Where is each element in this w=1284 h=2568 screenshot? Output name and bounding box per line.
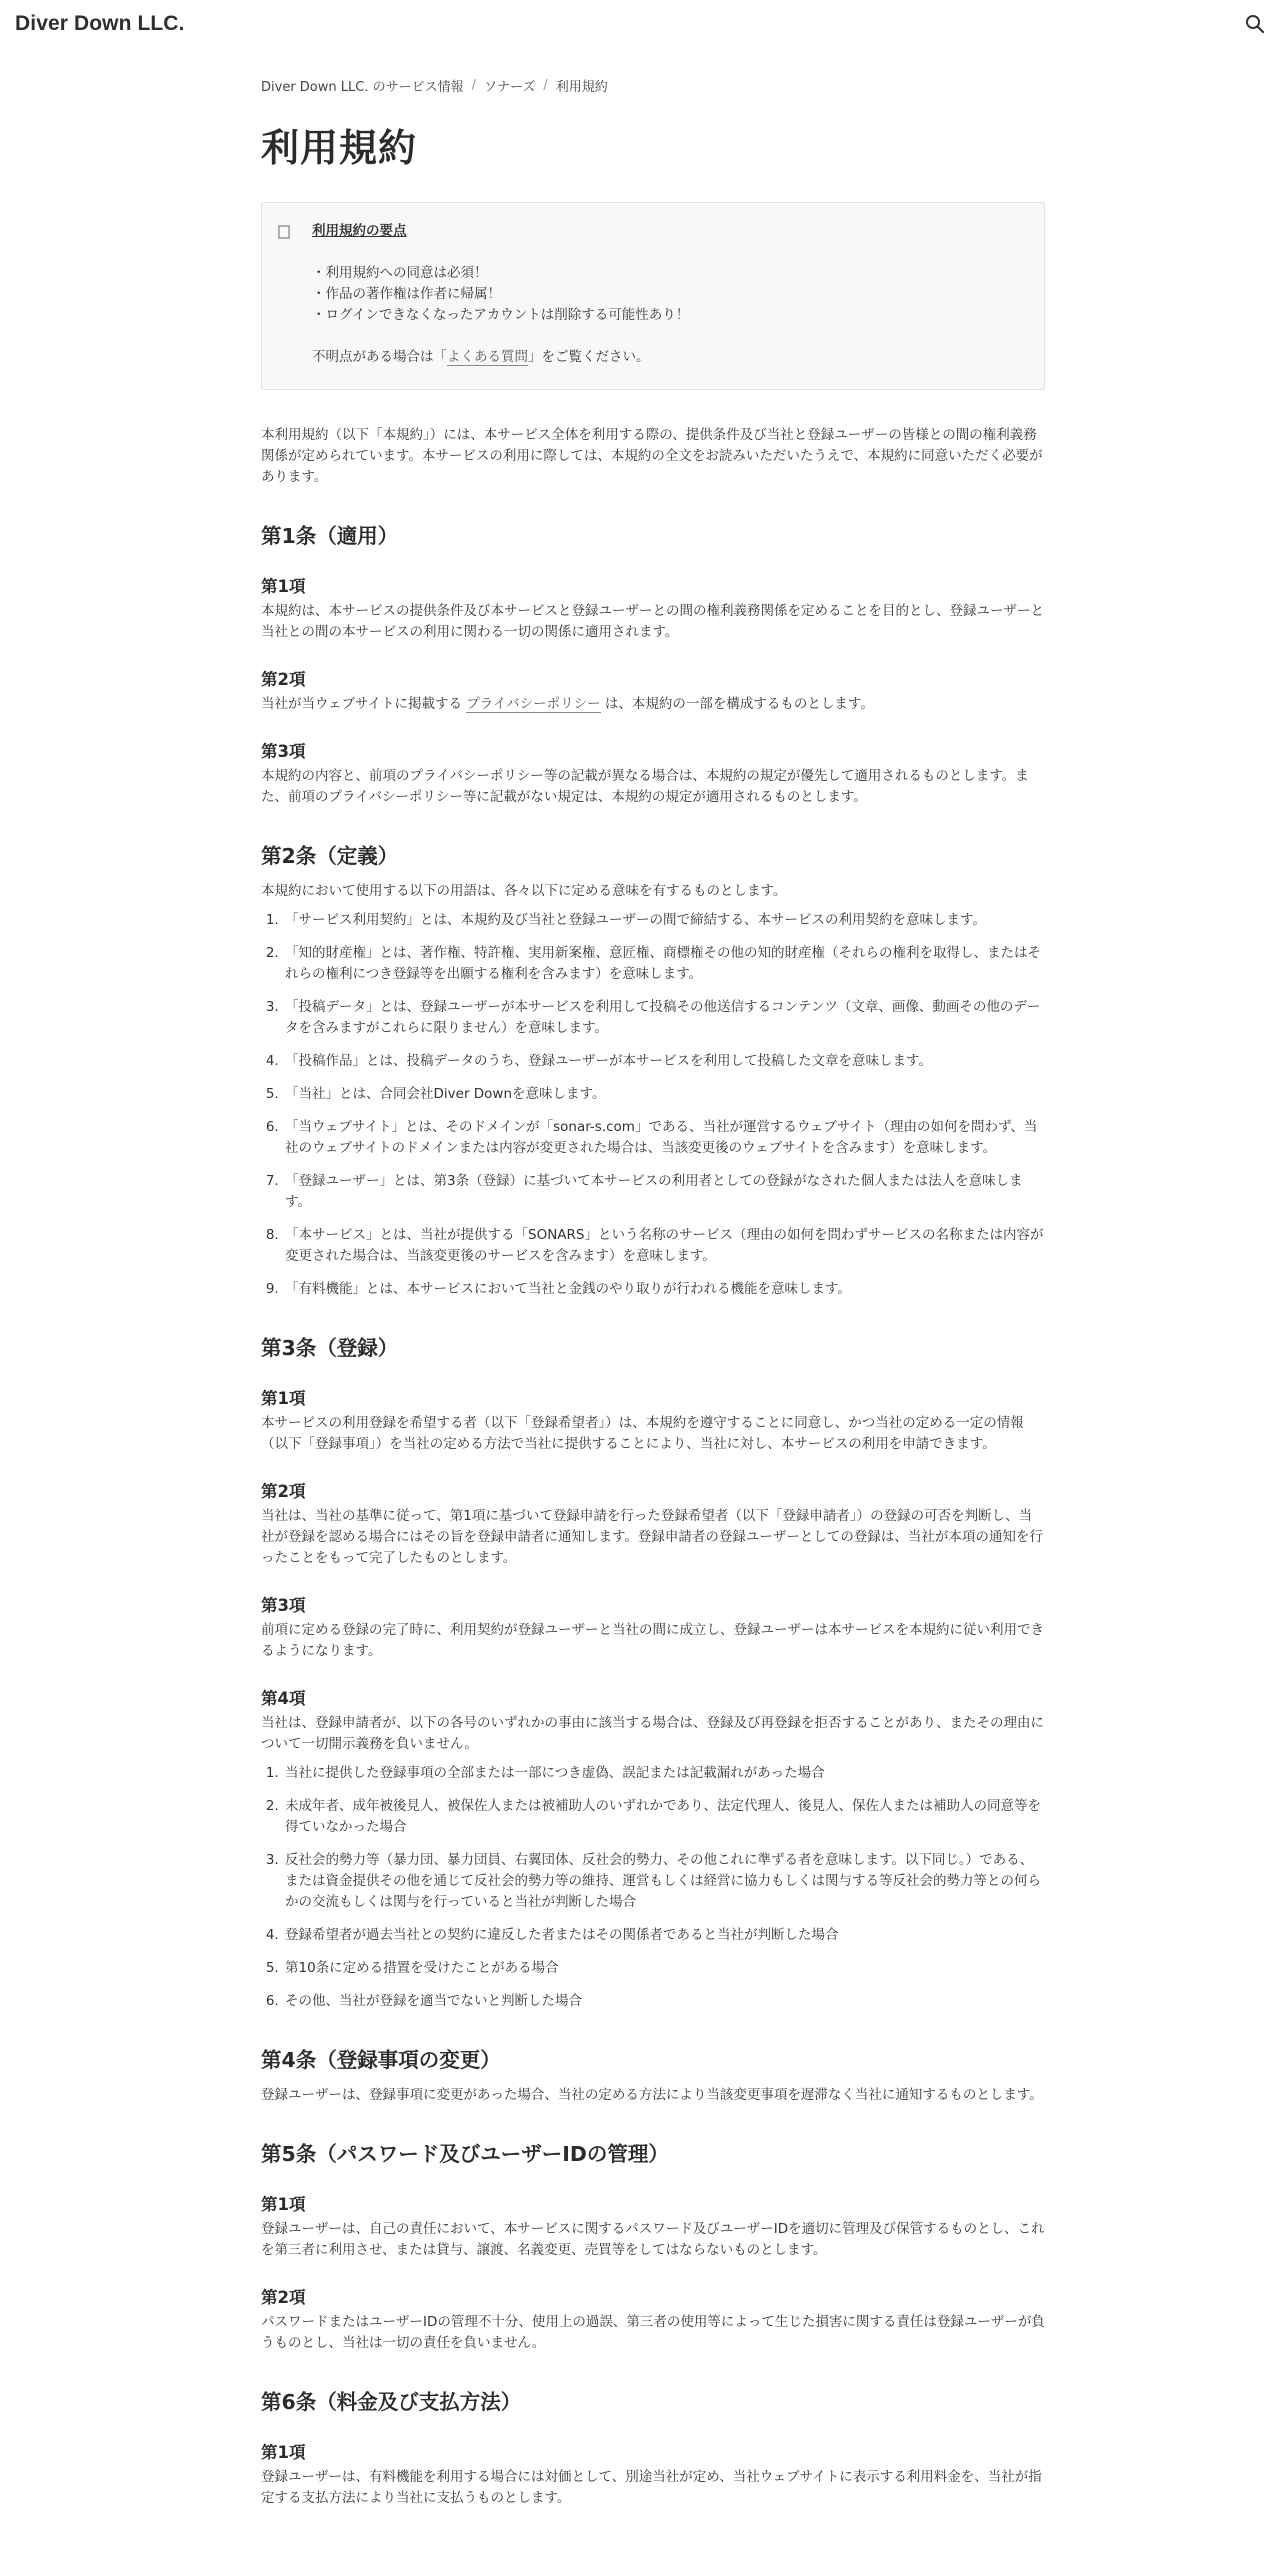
article-text: 登録ユーザーは、登録事項に変更があった場合、当社の定める方法により当該変更事項を遅滞なく当社に通知するものとします。 xyxy=(261,2087,1043,2103)
list-item: 1. 「サービス利用契約」とは、本規約及び当社と登録ユーザーの間で締結する、本サービスの利用契約を意味します。 xyxy=(283,910,1045,931)
list-item: 4. 「投稿作品」とは、投稿データのうち、登録ユーザーが本サービスを利用して投稿した文章を意味します。 xyxy=(283,1051,1045,1072)
clause-heading: 第1項 xyxy=(261,2195,306,2214)
list-item: 1. 当社に提供した登録事項の全部または一部につき虚偽、誤記または記載漏れがあった場合 xyxy=(283,1763,1045,1784)
clause-text: 当社は、当社の基準に従って、第1項に基づいて登録申請を行った登録希望者（以下「登録申請者」）の登録の可否を判断し、当社が登録を認める場合にはその旨を登録申請者に通知します。登録申請者の登録ユーザーとしての登録は、当社が本項の通知を行ったことをもって完了したものとします。 xyxy=(261,1508,1043,1566)
clause-text: 前項に定める登録の完了時に、利用契約が登録ユーザーと当社の間に成立し、登録ユーザーは本サービスを本規約に従い利用できるようになります。 xyxy=(261,1622,1044,1659)
list-item: 8. 「本サービス」とは、当社が提供する「SONARS」という名称のサービス（理由の如何を問わずサービスの名称または内容が変更された場合は、当該変更後のサービスを含みます）を意味します。 xyxy=(283,1225,1045,1267)
list-item: 6. その他、当社が登録を適当でないと判断した場合 xyxy=(283,1991,1045,2012)
clause-heading: 第2項 xyxy=(261,1482,306,1501)
breadcrumb-section-link[interactable]: ソナーズ xyxy=(483,80,536,95)
summary-list xyxy=(312,263,1024,326)
list-item: 4. 登録希望者が過去当社との契約に違反した者またはその関係者であると当社が判断した場合 xyxy=(283,1925,1045,1946)
list-item: 3. 反社会的勢力等（暴力団、暴力団員、右翼団体、反社会的勢力、その他これに準ずる者を意味します。以下同じ。）である、または資金提供その他を通じて反社会的勢力等の維持、運営もしくは経営に協力もしくは関与する等反社会的勢力等との何らかの交流もしくは関与を行っていると当社が判断した場合 xyxy=(283,1850,1045,1913)
summary-box xyxy=(261,202,1045,390)
summary-body xyxy=(312,221,1024,368)
article-6-heading: 第6条（料金及び支払方法） xyxy=(261,2390,522,2414)
breadcrumb-current: 利用規約 xyxy=(555,80,608,95)
list-item: 5. 「当社」とは、合同会社Diver Downを意味します。 xyxy=(283,1084,1045,1105)
clause-text: パスワードまたはユーザーIDの管理不十分、使用上の過誤、第三者の使用等によって生じた損害に関する責任は登録ユーザーが負うものとし、当社は一切の責任を負いません。 xyxy=(261,2314,1045,2351)
clause-text-prefix: 当社が当ウェブサイトに掲載する xyxy=(261,696,467,712)
clause-text: 当社は、登録申請者が、以下の各号のいずれかの事由に該当する場合は、登録及び再登録を拒否することがあり、またその理由について一切開示義務を負いません。 xyxy=(261,1715,1044,1752)
article-2-heading: 第2条（定義） xyxy=(261,844,399,868)
clause-heading: 第1項 xyxy=(261,1389,306,1408)
list-item: 9. 「有料機能」とは、本サービスにおいて当社と金銭のやり取りが行われる機能を意味します。 xyxy=(283,1279,1045,1300)
clause-text: 本規約は、本サービスの提供条件及び本サービスと登録ユーザーとの間の権利義務関係を定めることを目的とし、登録ユーザーと当社との間の本サービスの利用に関わる一切の関係に適用されます。 xyxy=(261,603,1044,640)
clause-text: 本規約の内容と、前項のプライバシーポリシー等の記載が異なる場合は、本規約の規定が優先して適用されるものとします。また、前項のプライバシーポリシー等に記載がない規定は、本規約の規定が適用されるものとします。 xyxy=(261,768,1029,805)
breadcrumb-home-link[interactable]: Diver Down LLC. のサービス情報 xyxy=(261,80,464,95)
clause-heading: 第4項 xyxy=(261,1689,306,1708)
breadcrumb-separator: / xyxy=(543,78,548,93)
privacy-policy-link[interactable]: プライバシーポリシー xyxy=(466,696,601,712)
clause-text: 登録ユーザーは、有料機能を利用する場合には対価として、別途当社が定め、当社ウェブサイトに表示する利用料金を、当社が指定する支払方法により当社に支払うものとします。 xyxy=(261,2469,1042,2506)
summary-foot-prefix: 不明点がある場合は「 xyxy=(312,349,447,365)
list-item: 7. 「登録ユーザー」とは、第3条（登録）に基づいて本サービスの利用者としての登録がなされた個人または法人を意味します。 xyxy=(283,1171,1045,1213)
list-item: 6. 「当ウェブサイト」とは、そのドメインが「sonar-s.com」である、当社が運営するウェブサイト（理由の如何を問わず、当社のウェブサイトのドメインまたは内容が変更された場合は、当該変更後のウェブサイトを含みます）を意味します。 xyxy=(283,1117,1045,1159)
summary-title: 利用規約の要点 xyxy=(312,223,407,239)
summary-point: ・作品の著作権は作者に帰属！ xyxy=(312,286,501,302)
breadcrumb-separator: / xyxy=(471,78,476,93)
intro-paragraph: 本利用規約（以下「本規約」）には、本サービス全体を利用する際の、提供条件及び当社と登録ユーザーの皆様との間の権利義務関係が定められています。本サービスの利用に際しては、本規約の全文をお読みいただいたうえで、本規約に同意いただく必要があります。 xyxy=(261,427,1043,485)
clause-heading: 第2項 xyxy=(261,2288,306,2307)
page-title: 利用規約 xyxy=(261,126,418,170)
article-lead: 本規約において使用する以下の用語は、各々以下に定める意味を有するものとします。 xyxy=(261,883,787,899)
summary-point: ・利用規約への同意は必須！ xyxy=(312,265,488,281)
clause-heading: 第3項 xyxy=(261,1596,306,1615)
definition-list xyxy=(261,910,1045,1300)
clause-text-suffix: は、本規約の一部を構成するものとします。 xyxy=(600,696,874,712)
clause-text: 本サービスの利用登録を希望する者（以下「登録希望者」）は、本規約を遵守することに同意し、かつ当社の定める一定の情報（以下「登録事項」）を当社の定める方法で当社に提供することにより、当社に対し、本サービスの利用を申請できます。 xyxy=(261,1415,1024,1452)
clause-heading: 第2項 xyxy=(261,670,306,689)
search-icon[interactable] xyxy=(1242,11,1268,37)
main-content xyxy=(261,76,1045,2509)
clause-text xyxy=(261,694,1045,715)
clause-text: 登録ユーザーは、自己の責任において、本サービスに関するパスワード及びユーザーIDを適切に管理及び保管するものとし、これを第三者に利用させ、または貸与、譲渡、名義変更、売買等をしてはならないものとします。 xyxy=(261,2221,1045,2258)
summary-point: ・ログインできなくなったアカウントは削除する可能性あり！ xyxy=(312,307,690,323)
site-header xyxy=(0,0,1284,48)
article-4-heading: 第4条（登録事項の変更） xyxy=(261,2048,501,2072)
article-3-heading: 第3条（登録） xyxy=(261,1336,399,1360)
faq-link[interactable]: よくある質問 xyxy=(447,349,528,365)
list-item: 2. 未成年者、成年被後見人、被保佐人または被補助人のいずれかであり、法定代理人、後見人、保佐人または補助人の同意等を得ていなかった場合 xyxy=(283,1796,1045,1838)
clause-heading: 第3項 xyxy=(261,742,306,761)
list-item: 3. 「投稿データ」とは、登録ユーザーが本サービスを利用して投稿その他送信するコンテンツ（文章、画像、動画その他のデータを含みますがこれらに限りません）を意味します。 xyxy=(283,997,1045,1039)
brand-logo[interactable]: Diver Down LLC. xyxy=(15,12,185,35)
breadcrumb xyxy=(261,76,1045,95)
summary-foot-suffix: 」をご覧ください。 xyxy=(528,349,650,365)
clause-heading: 第1項 xyxy=(261,577,306,596)
list-item: 2. 「知的財産権」とは、著作権、特許権、実用新案権、意匠権、商標権その他の知的財産権（それらの権利を取得し、またはそれらの権利につき登録等を出願する権利を含みます）を意味します。 xyxy=(283,943,1045,985)
info-icon xyxy=(278,221,312,368)
article-1-heading: 第1条（適用） xyxy=(261,524,399,548)
summary-footnote xyxy=(312,347,1024,368)
clause-heading: 第1項 xyxy=(261,2443,306,2462)
list-item: 5. 第10条に定める措置を受けたことがある場合 xyxy=(283,1958,1045,1979)
article-5-heading: 第5条（パスワード及びユーザーIDの管理） xyxy=(261,2142,669,2166)
refusal-reason-list xyxy=(261,1763,1045,2012)
